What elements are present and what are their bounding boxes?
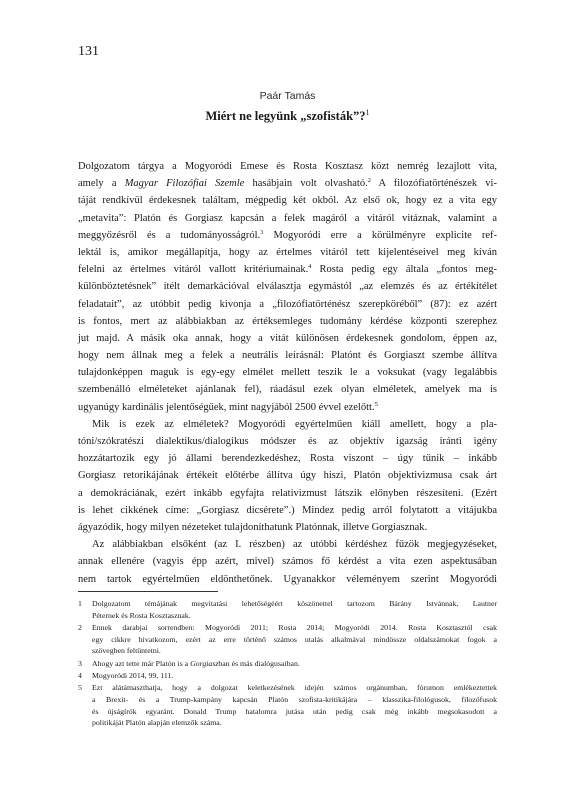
text-segment: tóni/szókratészi dialektikus/dialogikus módszer és az objektív igazság iránti igény <box>78 436 497 447</box>
text-segment: egy cikkre hivatkozom, ezért az erre történő számos utalás alkalmával mindössze oldalszámokat fogok a <box>92 634 497 644</box>
body-line <box>78 192 497 209</box>
text-segment: ágyazódik, hogy milyen nézeteket tulajdoníthatunk Platónnak, illetve Gorgiasznak. <box>78 521 428 533</box>
text-segment: a Brexit- és a Trump-kampány kapcsán Platón szofista-kritikájára – klasszika-filológusok, filozófusok <box>92 694 497 704</box>
text-segment: jut majd. A másik oka annak, hogy a vitát különösen érdekesnek gondolom, éppen az, <box>78 332 497 344</box>
body-line <box>78 347 497 364</box>
footnote-text <box>92 670 497 682</box>
footnote-line <box>92 622 497 634</box>
body-line <box>78 485 497 502</box>
text-segment: is lehet cikkének címe: „Gorgiasz dicsérete”.) Mindez pedig arról folytatott a vitájukba <box>78 504 497 516</box>
body-text <box>78 158 497 588</box>
text-segment: különböztetésnek” ítélt demarkációval elválasztja egymástól „az elemzés és az értékítélet <box>78 281 497 293</box>
footnote-line <box>92 645 497 657</box>
text-segment: Mogyoródi erre a körülményre explicite ref- <box>263 229 497 241</box>
footnote-text <box>92 598 497 621</box>
italic-text: Gorgiasz <box>190 658 219 668</box>
text-segment: politikáját Platón alapján elemzők száma. <box>92 718 222 728</box>
footnote <box>78 598 497 621</box>
article-title <box>0 108 575 124</box>
text-segment: Rosta pedig egy általa „fontos meg- <box>311 264 497 276</box>
footnote-ref: 2 <box>367 177 371 185</box>
text-segment: felelni az értelmes vitáról vallott kritériumainak. <box>78 264 309 276</box>
body-line <box>78 210 497 227</box>
footnote <box>78 670 497 682</box>
text-segment: hasábjain volt olvasható. <box>244 178 368 190</box>
body-line <box>78 519 497 536</box>
text-segment: Gorgiasz retorikájának értékeit előtérbe állítva úgy hiszi, Platón objektivizmusa csak árt <box>78 470 497 482</box>
footnote-ref: 3 <box>260 228 264 236</box>
footnote <box>78 622 497 657</box>
body-line <box>78 296 497 313</box>
body-line <box>78 553 497 570</box>
text-segment: lektál is, amikor megállapítja, hogy az értelmes vitáról tett kijelentéseivel meg kíván <box>78 246 497 258</box>
footnote-number: 3 <box>78 658 82 668</box>
text-segment: ban és más dialógusaiban. <box>218 658 300 668</box>
body-line <box>78 158 497 175</box>
author-name: Paár Tamás <box>259 90 316 102</box>
footnote-text <box>92 658 497 670</box>
text-segment: Ahogy azt tette már Platón is a <box>92 658 191 668</box>
footnote-line <box>92 658 497 670</box>
text-segment: hozzátartozik egy jó állami berendezkedéshez, Rosta viszont – úgy tűnik – inkább <box>78 453 497 465</box>
footnote-line <box>92 706 497 718</box>
body-line <box>78 450 497 467</box>
text-segment: amely a <box>78 178 125 190</box>
text-segment: ugyanúgy kardinális jelentőségűek, mint nagyjából 2500 évvel ezelőtt. <box>78 401 375 413</box>
article-title-text: Miért ne legyünk „szofisták”? <box>205 109 366 123</box>
body-line <box>78 416 497 433</box>
text-segment: meggyőzésről és a tudományosságról. <box>78 229 261 241</box>
body-line <box>78 467 497 484</box>
text-segment: Mogyoródi 2014, 99, 111. <box>92 670 174 680</box>
body-line <box>78 278 497 295</box>
text-segment: szembenálló elméleteket ajánlanak fel), ráadásul ezek olyan elméletek, amelyek ma is <box>78 384 497 396</box>
body-line <box>78 502 497 519</box>
text-segment: Az alábbiakban elsőként (az I. részben) az utóbbi kérdéshez fűzök megjegyzéseket, <box>92 539 497 551</box>
footnote-line <box>92 694 497 706</box>
footnote-text <box>92 622 497 657</box>
text-segment: szövegben feltüntetni. <box>92 646 161 656</box>
body-line <box>78 364 497 381</box>
text-segment: Ennek darabjai sorrendben: Mogyoródi 2011; Rosta 2014; Mogyoródi 2014. Rosta Kosztasztól csak <box>92 622 497 632</box>
text-segment: Dolgozatom tárgya a Mogyoródi Emese és Rosta Kosztasz közt nemrég lezajlott vita, <box>78 161 497 172</box>
text-segment: hogy nem állnak meg a felek a neutrális leírásnál: Platónt és Gorgiaszt szembe állítva <box>78 350 497 362</box>
footnote-number: 1 <box>78 599 82 608</box>
footnote-line <box>92 634 497 646</box>
text-segment: Dolgozatom témájának megvitatási lehetőségéért köszönettel tartozom Bárány Istvánnak, Lautner <box>92 599 497 608</box>
footnote-ref: 4 <box>308 263 312 271</box>
footnote-line <box>92 670 497 682</box>
body-line <box>78 571 497 588</box>
italic-text: Magyar Filozófiai Szemle <box>124 178 245 190</box>
text-segment: a demokráciának, ezért inkább egyfajta relativizmust látszik előnyben részesíteni. (Ezért <box>78 487 497 499</box>
footnote-line <box>92 610 497 622</box>
footnote-line <box>92 717 497 729</box>
body-line <box>78 536 497 553</box>
footnotes <box>78 598 497 729</box>
footnote <box>78 682 497 728</box>
footnote-rule <box>78 591 218 592</box>
body-line <box>78 227 497 244</box>
text-segment: Péternek és Rosta Kosztasznak. <box>92 610 191 620</box>
footnote-ref: 5 <box>374 400 378 408</box>
body-line <box>78 261 497 278</box>
footnote-number: 2 <box>78 622 82 632</box>
text-segment: annak ellenére (vagyis épp azért, mivel) számos fő kérdést a vita ezen aspektusában <box>78 556 497 568</box>
text-segment: „metavita”: Platón és Gorgiasz kapcsán a felek magáról a vitáról vitáznak, valamint a <box>78 212 497 224</box>
footnote-text <box>92 682 497 728</box>
text-segment: Ezt alátámaszthatja, hogy a dolgozat keletkezésének idején számos orgánumban, fórumon emlékeztettek <box>92 683 497 693</box>
body-line <box>78 244 497 261</box>
text-segment: tulajdonképpen maguk is egy-egy elmélet mellett teszik le a voksukat (vagy legalábbis <box>78 367 497 379</box>
text-segment: A filozófiatörténészek vi- <box>370 178 497 190</box>
text-segment: nem tartok egyértelműen eldönthetőnek. Ugyanakkor véleményem szerint Mogyoródi <box>78 573 497 585</box>
body-line <box>78 175 497 192</box>
footnote <box>78 658 497 670</box>
text-segment: feladatait”, az utóbbit pedig kivonja a „filozófiatörténész szerepköréből” (87): ez azért <box>78 298 497 310</box>
page-number: 131 <box>78 44 99 59</box>
body-line <box>78 313 497 330</box>
body-line <box>78 399 497 416</box>
body-line <box>78 330 497 347</box>
footnote-number: 4 <box>78 670 82 680</box>
footnote-line <box>92 598 497 610</box>
text-segment: táját rendkívül érdekesnek találtam, mégpedig két okból. Az első ok, hogy ez a vita egy <box>78 195 497 207</box>
body-line <box>78 433 497 450</box>
footnote-line <box>92 682 497 694</box>
footnote-number: 5 <box>78 683 82 693</box>
text-segment: is fontos, mert az alábbiakban az értéksemleges tudomány kérdése központi szerephez <box>78 315 497 327</box>
text-segment: Mik is ezek az elméletek? Mogyoródi egyértelműen kiáll amellett, hogy a pla- <box>92 418 497 430</box>
title-footnote-ref: 1 <box>365 108 370 117</box>
body-line <box>78 381 497 398</box>
text-segment: és újságírók egyaránt. Donald Trump hatalomra jutása után pedig csak még inkább megsokasodott a <box>92 706 497 716</box>
